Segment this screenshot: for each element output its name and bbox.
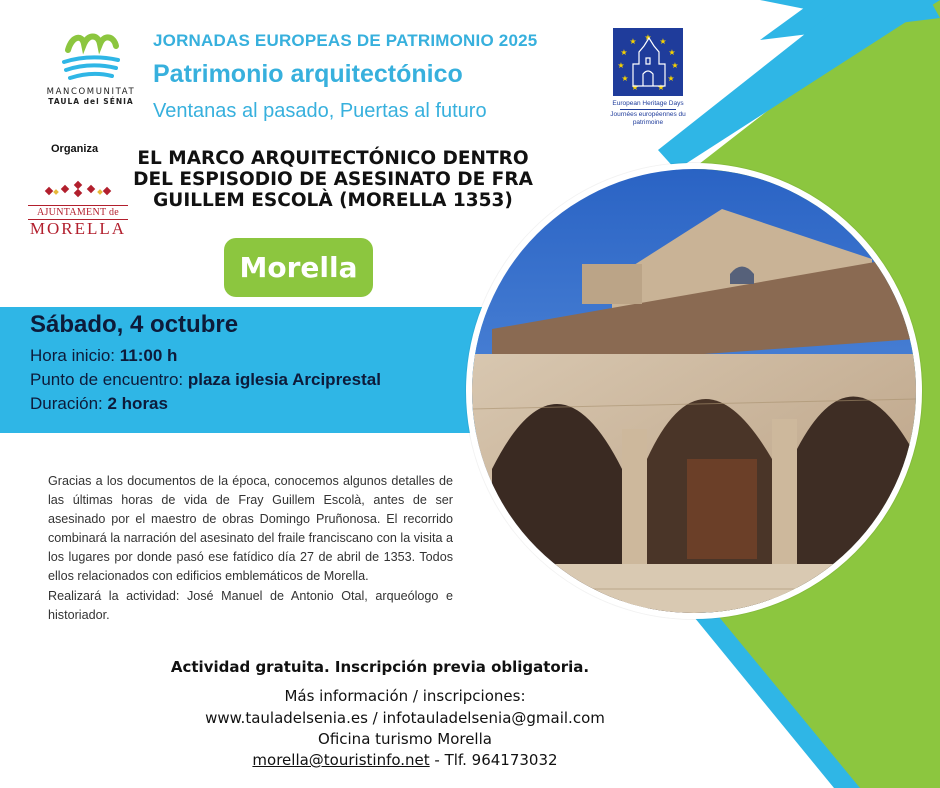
- duration-line: [30, 394, 168, 414]
- tourism-office-contact: [0, 751, 810, 769]
- morella-logo-line1: AJUNTAMENT de: [28, 205, 128, 220]
- town-badge: Morella: [224, 238, 373, 297]
- svg-text:★: ★: [671, 61, 679, 70]
- mancomunitat-name: MANCOMUNITAT: [46, 87, 136, 97]
- start-time-label: Hora inicio:: [30, 346, 116, 365]
- ehd-caption-fr: Journées européennes du patrimoine: [610, 111, 686, 127]
- svg-text:★: ★: [667, 74, 675, 83]
- event-series-title: Patrimonio arquitectónico: [153, 60, 463, 88]
- svg-text:★: ★: [621, 74, 629, 83]
- crown-castle-emblem-icon: [42, 180, 114, 198]
- meeting-point-line: [30, 370, 381, 390]
- event-title-line-1: EL MARCO ARQUITECTÓNICO DENTRO: [137, 148, 529, 169]
- event-series-kicker: JORNADAS EUROPEAS DE PATRIMONIO 2025: [153, 31, 538, 50]
- web-email-contact[interactable]: www.tauladelsenia.es / infotauladelsenia@gmail.com: [205, 709, 605, 727]
- church-arcade-photo: [466, 163, 922, 619]
- event-title-line-3: GUILLEM ESCOLÀ (MORELLA 1353): [153, 190, 513, 211]
- european-heritage-days-logo: [610, 28, 686, 127]
- free-activity-notice: Actividad gratuita. Inscripción previa obligatoria.: [170, 658, 590, 676]
- svg-text:★: ★: [644, 33, 652, 42]
- m-wave-logo-icon: [60, 30, 122, 84]
- duration-value: 2 horas: [107, 394, 168, 413]
- meeting-point-value: plaza iglesia Arciprestal: [187, 370, 381, 389]
- event-description: [48, 472, 453, 625]
- svg-text:★: ★: [620, 48, 628, 57]
- tourism-office-phone: - Tlf. 964173032: [429, 751, 558, 769]
- event-title: [118, 148, 548, 211]
- tourism-office-email-link[interactable]: morella@touristinfo.net: [252, 751, 430, 769]
- tourism-office-label: Oficina turismo Morella: [318, 730, 492, 748]
- more-info-label: Más información / inscripciones:: [284, 687, 526, 705]
- start-time-line: [30, 346, 177, 366]
- event-title-line-2: DEL ESPISODIO DE ASESINATO DE FRA: [133, 169, 533, 190]
- eu-stars-castle-icon: [613, 28, 683, 96]
- svg-text:★: ★: [657, 83, 665, 92]
- svg-text:★: ★: [629, 37, 637, 46]
- svg-text:★: ★: [617, 61, 625, 70]
- svg-text:★: ★: [631, 83, 639, 92]
- duration-label: Duración:: [30, 394, 103, 413]
- svg-text:★: ★: [668, 48, 676, 57]
- ehd-caption-divider: [620, 109, 676, 110]
- event-series-tagline: Ventanas al pasado, Puertas al futuro: [153, 100, 487, 122]
- svg-text:★: ★: [659, 37, 667, 46]
- description-paragraph-1: Gracias a los documentos de la época, conocemos algunos detalles de las últimas horas de vida de Fray Guillem Escolà, antes de ser asesinado por el maestro de obras Domingo Pruñonosa. El recorrido combinará la narración del asesinato del fraile franciscano con la visita a los lugares por donde pasó ese fatídico día 27 de abril de 1353. Todos ellos relacionados con edificios emblemáticos de Morella.: [48, 474, 453, 584]
- event-date: Sábado, 4 octubre: [30, 311, 239, 338]
- ajuntament-morella-logo: [28, 180, 128, 238]
- meeting-point-label: Punto de encuentro:: [30, 370, 184, 389]
- mancomunitat-logo: [46, 30, 136, 120]
- description-paragraph-2: Realizará la actividad: José Manuel de Antonio Otal, arqueólogo e historiador.: [48, 588, 453, 622]
- morella-logo-line2: MORELLA: [29, 219, 127, 238]
- organiza-label: Organiza: [51, 143, 99, 155]
- ehd-caption-en: European Heritage Days: [612, 100, 684, 107]
- ehd-caption: [610, 100, 686, 127]
- mancomunitat-sub: TAULA del SÉNIA: [48, 97, 134, 107]
- start-time-value: 11:00 h: [119, 346, 178, 365]
